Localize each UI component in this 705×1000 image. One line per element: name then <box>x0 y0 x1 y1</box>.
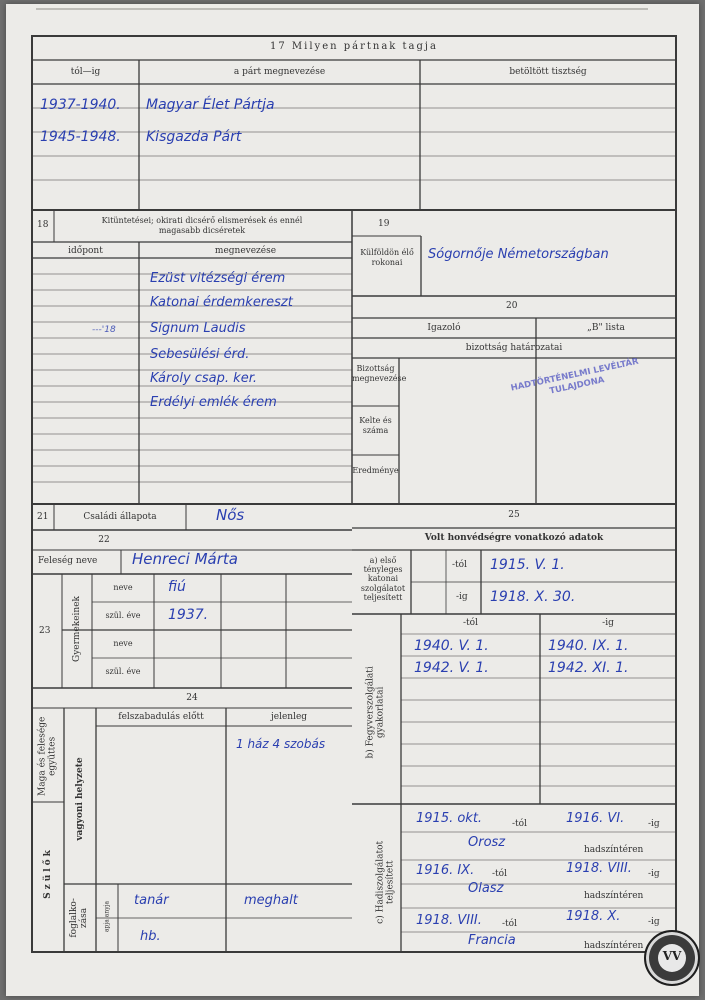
s23-gyermekeinek: Gyermekeinek <box>72 596 82 662</box>
s17-row1-part: Magyar Élet Pártja <box>146 97 275 113</box>
s19-number: 19 <box>378 219 390 229</box>
s20-b-lista: „B" lista <box>587 323 625 333</box>
s25-a-tol-value: 1915. V. 1. <box>490 557 565 573</box>
form-page <box>6 4 699 996</box>
s23-nev-1: neve <box>113 583 133 592</box>
s23-number: 23 <box>39 626 51 636</box>
s24-mother-job: hb. <box>140 929 161 944</box>
s22-value: Henreci Márta <box>132 550 238 568</box>
s25-c-row3-ter: Francia <box>468 933 516 948</box>
s21-value: Nős <box>216 506 245 524</box>
s21-label: Családi állapota <box>83 512 157 522</box>
s25-a-tol-label: -tól <box>452 560 467 570</box>
s18-item-5: Károly csap. ker. <box>150 371 257 386</box>
s20-hatarozat: bizottság határozatai <box>465 343 563 353</box>
s20-number: 20 <box>506 301 518 311</box>
s17-row2-part: Kisgazda Párt <box>146 129 242 145</box>
s17-col-tisztseg: betöltött tisztség <box>509 67 587 77</box>
s25-c-row2-ig: 1918. VIII. <box>566 861 632 876</box>
s20-bizottsag: Bizottság megnevezése <box>352 364 407 383</box>
s23-szul-2: szül. éve <box>105 667 141 676</box>
s25-b-row1-ig: 1940. IX. 1. <box>548 638 629 654</box>
s18-item-6: Erdélyi emlék érem <box>150 395 277 410</box>
s25-c-label: c) Hadiszolgálatot teljesített <box>375 840 396 924</box>
s25-c-row1-tol-label: -tól <box>512 819 527 829</box>
s25-b-row2-tol: 1942. V. 1. <box>414 660 489 676</box>
archive-seal-icon <box>644 930 700 986</box>
s25-c-row3-hadszin: hadszíntéren <box>584 941 644 951</box>
s21-number: 21 <box>37 512 49 522</box>
s18-item-1: Ezüst vitézségi érem <box>150 271 286 286</box>
s25-b-row1-tol: 1940. V. 1. <box>414 638 489 654</box>
s25-c-row2-tol: 1916. IX. <box>416 863 475 878</box>
s20-kelte: Kelte és száma <box>359 416 392 435</box>
s24-father-job: tanár <box>134 893 169 908</box>
s24-number: 24 <box>186 693 198 703</box>
s25-c-row1-tol: 1915. okt. <box>416 811 483 826</box>
s25-c-row2-hadszin: hadszíntéren <box>584 891 644 901</box>
s25-b-row2-ig: 1942. XI. 1. <box>548 660 629 676</box>
s20-eredmeny: Eredménye <box>352 466 399 475</box>
archive-stamp: HADTÖRTÉNELMI LEVÉLTÁR TULAJDONA <box>509 356 640 397</box>
s24-foglalko: foglalko-zása <box>69 898 89 938</box>
s17-col-part: a párt megnevezése <box>233 67 326 77</box>
s19-value: Sógornője Németországban <box>428 247 609 262</box>
s24-szulok: Szülők <box>43 847 53 899</box>
s19-label: Külföldön élő rokonai <box>360 248 414 267</box>
s23-child1-name: fiú <box>168 579 186 595</box>
s25-c-row3-ig: 1918. X. <box>566 909 621 924</box>
s25-b-tol-header: -tól <box>463 618 478 628</box>
s18-item-3: Signum Laudis <box>150 321 246 336</box>
s25-a-ig-label: -ig <box>456 592 468 602</box>
s17-col-tol-ig: tól—ig <box>70 67 101 77</box>
s17-row1-tol-ig: 1937-1940. <box>40 97 121 113</box>
s24-vagyon-now: 1 ház 4 szobás <box>236 737 326 751</box>
s25-b-ig-header: -ig <box>602 618 614 628</box>
s23-nev-2: neve <box>113 639 133 648</box>
s24-vagyoni: vagyoni helyzete <box>75 757 85 841</box>
s25-a-label: a) első tényleges katonai szolgálatot teljesített <box>360 556 406 602</box>
s25-number: 25 <box>508 510 520 520</box>
s20-igazolo: Igazoló <box>427 323 461 333</box>
s24-small: apja anyja <box>103 900 111 933</box>
s23-child1-year: 1937. <box>168 607 209 623</box>
s25-c-row2-ig-label: -ig <box>648 869 660 879</box>
s17-row2-tol-ig: 1945-1948. <box>40 129 121 145</box>
s24-col-now: jelenleg <box>270 712 308 722</box>
s18-col-megnevezes: megnevezése <box>214 246 277 256</box>
s25-c-row3-ig-label: -ig <box>648 917 660 927</box>
s18-number: 18 <box>37 220 49 230</box>
s17-header: 17 Milyen pártnak tagja <box>270 41 438 52</box>
s25-c-row1-ig-label: -ig <box>648 819 660 829</box>
s25-a-ig-value: 1918. X. 30. <box>490 589 576 605</box>
s18-item-4: Sebesülési érd. <box>150 347 250 362</box>
s25-c-row3-tol-label: -tól <box>502 919 517 929</box>
s23-szul-1: szül. éve <box>105 611 141 620</box>
s25-b-label: b) Fegyverszolgálati gyakorlatai <box>365 666 386 759</box>
s25-c-row1-ter: Orosz <box>468 835 506 850</box>
s24-col-before: felszabadulás előtt <box>118 712 204 722</box>
seal-text: VV <box>662 949 682 963</box>
s18-title: Kitüntetései; okirati dicsérő elismerések és ennél magasabb dicséretek <box>101 216 303 235</box>
s18-col-idopont: időpont <box>68 246 103 256</box>
s25-c-row3-tol: 1918. VIII. <box>416 913 482 928</box>
fold-line <box>36 8 648 10</box>
s18-date-mark: ---'18 <box>92 325 116 335</box>
s25-c-row1-ig: 1916. VI. <box>566 811 625 826</box>
s25-c-row2-ter: Olasz <box>468 881 504 896</box>
s25-c-row1-hadszin: hadszíntéren <box>584 845 644 855</box>
s22-label: Feleség neve <box>38 556 98 566</box>
s18-item-2: Katonai érdemkereszt <box>150 295 293 310</box>
s25-c-row2-tol-label: -tól <box>492 869 507 879</box>
s24-maga: Maga és felesége együttes <box>37 716 58 796</box>
s22-number: 22 <box>98 535 110 545</box>
s24-father-now: meghalt <box>244 893 298 908</box>
s25-title: Volt honvédségre vonatkozó adatok <box>424 533 604 543</box>
